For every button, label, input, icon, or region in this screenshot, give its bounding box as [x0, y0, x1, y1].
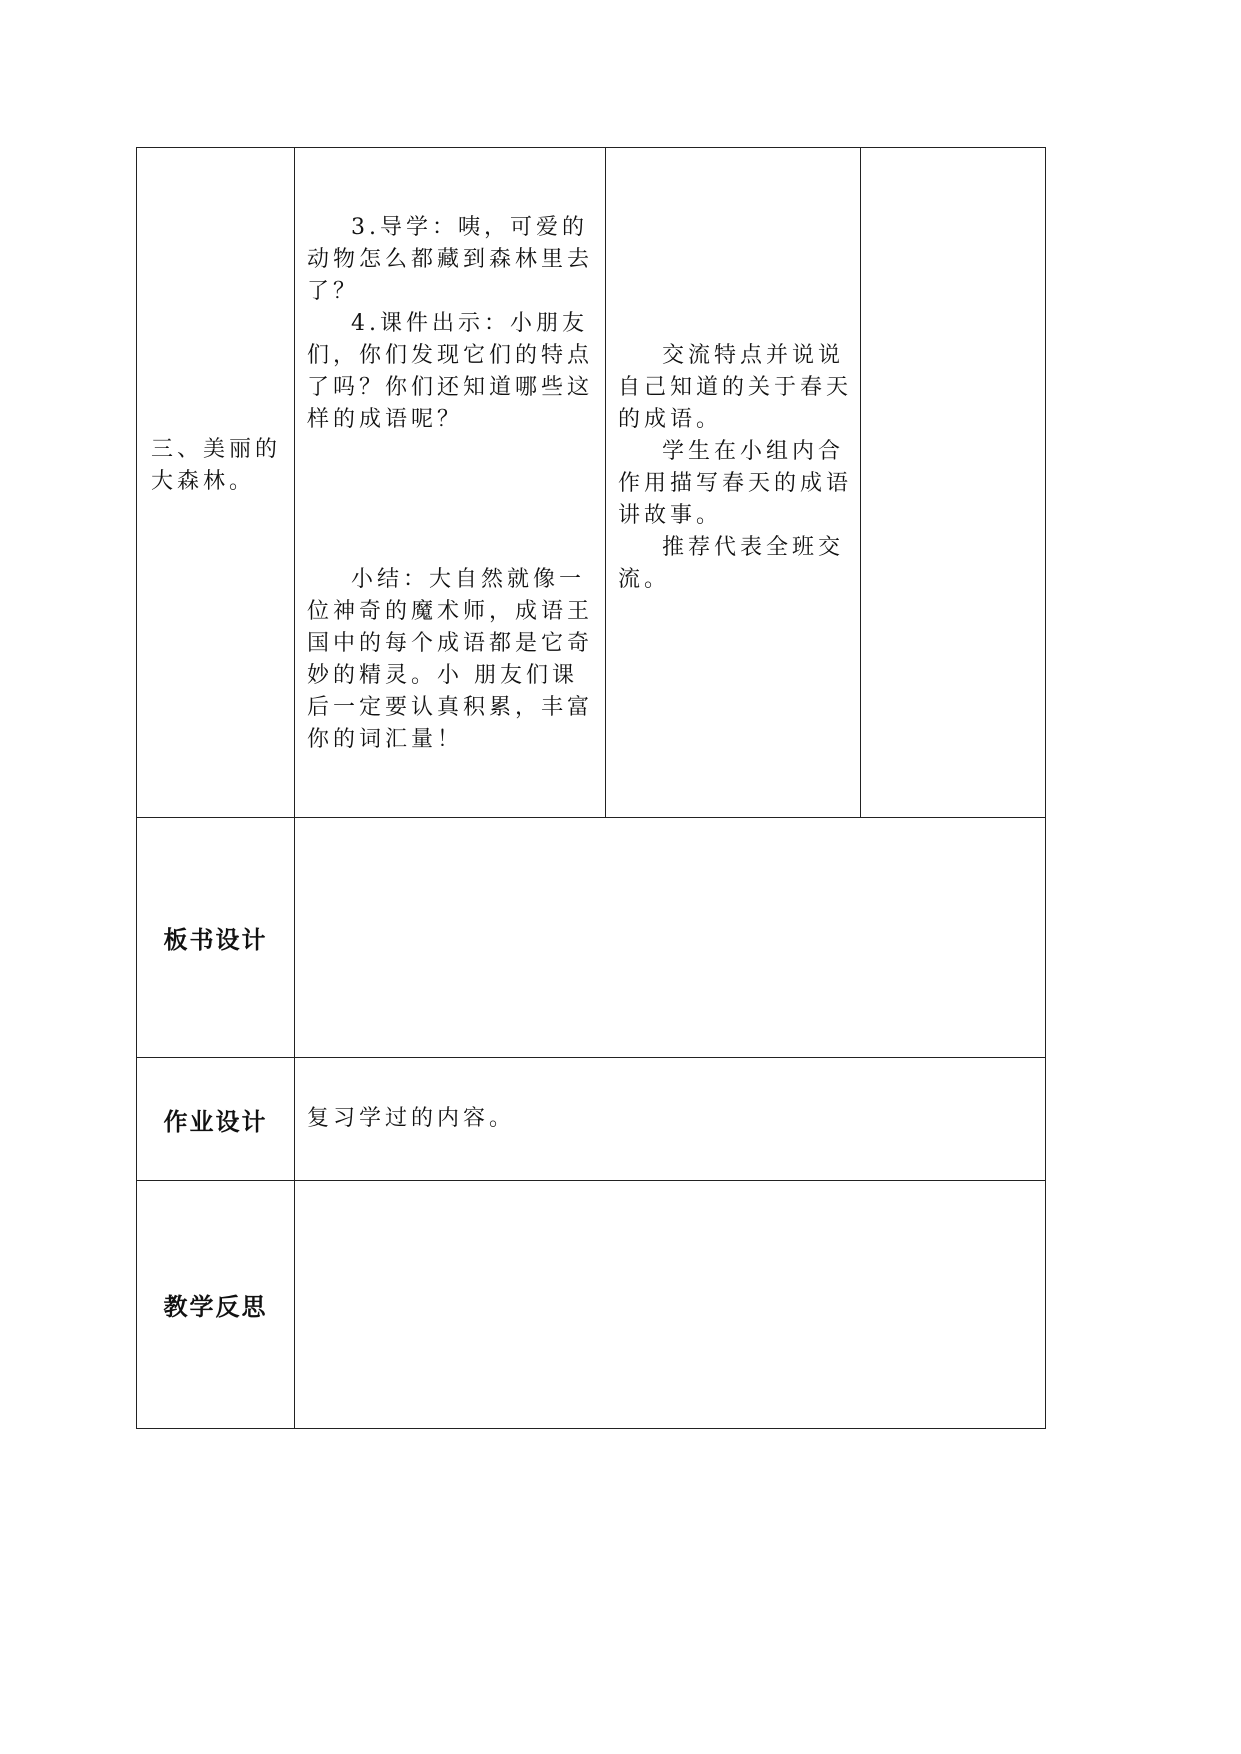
teacher-text-summary: 小结：大自然就像一位神奇的魔术师，成语王国中的每个成语都是它奇妙的精灵。小 朋友们课后一定要认真积累，丰富你的词汇量！: [307, 567, 594, 752]
notes-cell: [861, 148, 1046, 818]
homework-design-content: 复习学过的内容。: [307, 1106, 516, 1131]
teaching-reflection-label: 教学反思: [163, 1293, 268, 1321]
homework-design-label: 作业设计: [163, 1107, 268, 1136]
homework-design-content-cell: [295, 1058, 1046, 1181]
section-row: [137, 148, 1046, 818]
teacher-activity-cell: [295, 148, 606, 818]
student-text: 交流特点并说说自己知道的关于春天的成语。 学生在小组内合作用描写春天的成语讲故事。 推荐代表全班交流。: [618, 343, 853, 592]
step-cell: [137, 148, 295, 818]
board-design-content: [295, 818, 1046, 1058]
teaching-reflection-content: [295, 1181, 1046, 1429]
student-activity-cell: [606, 148, 861, 818]
spacer: [307, 436, 597, 564]
board-design-label-cell: [137, 818, 295, 1058]
teacher-text-guide: 3.导学：咦，可爱的动物怎么都藏到森林里去了？ 4.课件出示：小朋友们，你们发现它们的特点了吗？你们还知道哪些这样的成语呢？: [307, 215, 594, 432]
teaching-reflection-label-cell: [137, 1181, 295, 1429]
homework-design-label-cell: [137, 1058, 295, 1181]
lesson-plan-table: [136, 147, 1046, 1429]
teaching-reflection-row: [137, 1181, 1046, 1429]
homework-design-row: [137, 1058, 1046, 1181]
step-label: 三、美丽的大森林。: [151, 437, 282, 494]
board-design-label: 板书设计: [163, 926, 268, 954]
board-design-row: [137, 818, 1046, 1058]
